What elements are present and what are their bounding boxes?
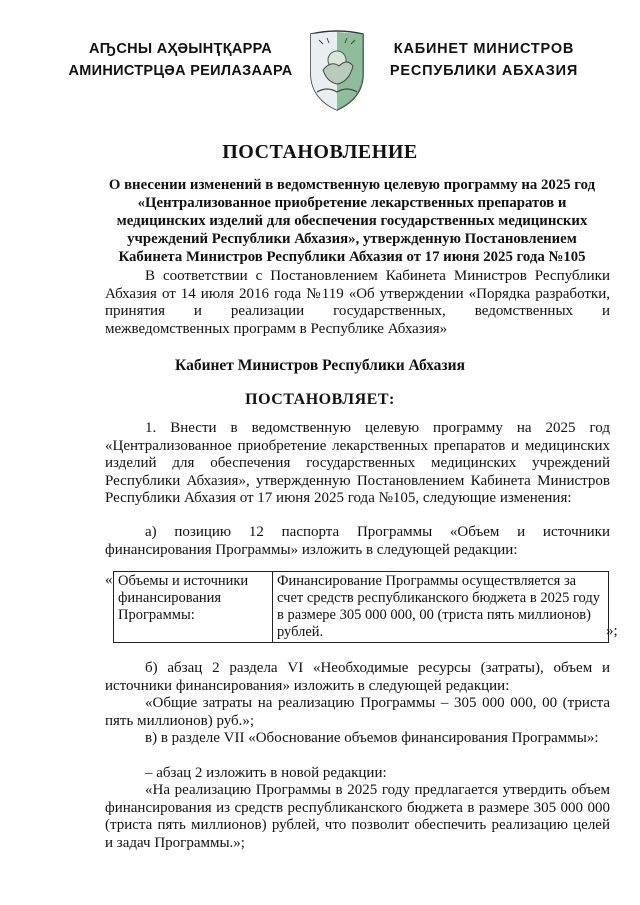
item-1c-paragraph: в) в разделе VII «Обоснование объемов финансирования Программы»: bbox=[145, 730, 599, 746]
preamble-paragraph: В соответствии с Постановлением Кабинета Министров Республики Абхазия от 14 июля 2016 года №119 «Об утверждении «Порядка разработки, принятия и реализации государственных, ведомственных и межведомственных программ в Республике Абхазия» bbox=[105, 268, 610, 337]
passport-table bbox=[113, 571, 609, 643]
document-title: ПОСТАНОВЛЕНИЕ bbox=[222, 141, 418, 163]
resolves-heading: ПОСТАНОВЛЯЕТ: bbox=[245, 391, 395, 408]
header-left-line2: АМИНИСТРЦӘА РЕИЛАЗААРА bbox=[68, 63, 293, 79]
abkhazia-coat-of-arms-icon bbox=[305, 30, 369, 112]
header-left-abkhaz bbox=[68, 38, 293, 82]
issuer-heading: Кабинет Министров Республики Абхазия bbox=[175, 357, 465, 374]
header-right-line1: КАБИНЕТ МИНИСТРОВ bbox=[393, 41, 575, 57]
table-row bbox=[114, 572, 609, 643]
item-1b-paragraph: б) абзац 2 раздела VI «Необходимые ресурсы (затраты), объем и источники финансирования» изложить в следующей редакции: bbox=[105, 660, 610, 694]
header-left-line1: АҦСНЫ АҲӘЫНҬҚАРРА bbox=[88, 41, 273, 57]
item-1a-paragraph: а) позицию 12 паспорта Программы «Объем и источники финансирования Программы» изложить в следующей редакции: bbox=[105, 524, 610, 558]
table-cell-label: Объемы и источники финансирования Программы: bbox=[114, 572, 273, 643]
item-1c-dash: – абзац 2 изложить в новой редакции: bbox=[145, 765, 387, 781]
item-1b-text: «Общие затраты на реализацию Программы – 305 000 000, 00 (триста пять миллионов) руб.»; bbox=[105, 695, 610, 729]
header-right-russian bbox=[384, 38, 584, 82]
item-1-paragraph: 1. Внести в ведомственную целевую программу на 2025 год «Централизованное приобретение лекарственных препаратов и медицинских изделий для обеспечения государственных медицинских учреждений Республики Абхазия», утвержденную Постановлением Кабинета Министров Республики Абхазия от 17 июня 2025 года №105, следующие изменения: bbox=[105, 420, 610, 507]
table-open-quote: « bbox=[105, 572, 113, 588]
table-close-quote: »; bbox=[606, 623, 618, 639]
document-subject: О внесении изменений в ведомственную целевую программу на 2025 год «Централизованное приобретение лекарственных препаратов и медицинских изделий для обеспечения государственных медицинских учреждений Республики Абхазия», утвержденную Постановлением Кабинета Министров Республики Абхазия от 17 июня 2025 года №105 bbox=[108, 177, 596, 265]
table-cell-value: Финансирование Программы осуществляется за счет средств республиканского бюджета в 2025 году в размере 305 000 000, 00 (триста пять миллионов) рублей. bbox=[273, 572, 609, 643]
item-1c-text: «На реализацию Программы в 2025 году предлагается утвердить объем финансирования из средств республиканского бюджета в размере 305 000 000 (триста пять миллионов) рублей, что позволит обеспечить реализацию целей и задач Программы.»; bbox=[105, 782, 610, 851]
header-right-line2: РЕСПУБЛИКИ АБХАЗИЯ bbox=[389, 63, 579, 79]
